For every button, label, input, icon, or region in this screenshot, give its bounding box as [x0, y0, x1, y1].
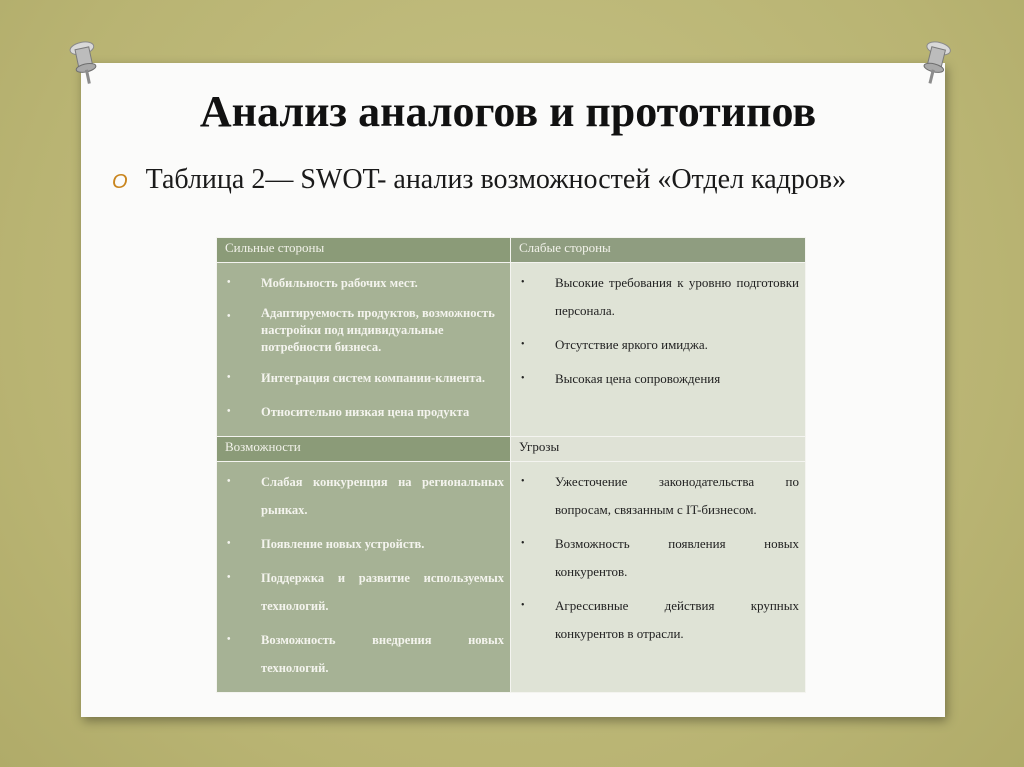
list-item-text: Относительно низкая цена продукта: [261, 405, 470, 419]
list-item: [519, 468, 799, 524]
list-item-text: Слабая конкуренция на региональных рынках.: [261, 475, 504, 517]
opportunities-header: Возможности: [217, 437, 511, 462]
list-item: [225, 564, 504, 620]
list-item-text: Появление новых устройств.: [261, 537, 425, 551]
list-item: [519, 269, 799, 325]
bullet-icon: •: [521, 277, 525, 288]
bullet-icon: •: [227, 277, 231, 288]
threats-header: Угрозы: [511, 437, 806, 462]
bullet-icon: •: [521, 538, 525, 549]
subtitle-row: [112, 164, 846, 196]
bullet-icon: •: [227, 406, 231, 417]
list-item-text: Поддержка и развитие используемых технологий.: [261, 571, 504, 613]
list-item: [225, 468, 504, 524]
bullet-icon: •: [521, 373, 525, 384]
bullet-icon: •: [227, 476, 231, 487]
bullet-icon: •: [227, 572, 231, 583]
list-item: [225, 530, 504, 558]
list-item: [225, 269, 504, 297]
threats-list: [511, 462, 805, 658]
bullet-icon: •: [227, 634, 231, 645]
list-item-text: Адаптируемость продуктов, возможность настройки под индивидуальные потребности бизнеса.: [261, 306, 495, 354]
list-item-text: Интеграция систем компании-клиента.: [261, 371, 486, 385]
pushpin-icon: [64, 37, 107, 89]
weaknesses-cell: [511, 263, 806, 437]
list-item: [519, 331, 799, 359]
opportunities-list: [217, 462, 510, 692]
list-item: [225, 398, 504, 426]
list-item: [519, 592, 799, 648]
weaknesses-list: [511, 263, 805, 403]
list-item: [225, 626, 504, 682]
list-item: [225, 364, 504, 392]
bullet-o-icon: O: [112, 171, 128, 193]
bullet-icon: •: [227, 372, 231, 383]
bullet-icon: •: [227, 311, 231, 322]
weaknesses-header: Слабые стороны: [511, 238, 806, 263]
list-item-text: Отсутствие яркого имиджа.: [555, 337, 708, 352]
bullet-icon: •: [521, 476, 525, 487]
swot-table: [216, 237, 806, 693]
bullet-icon: •: [521, 339, 525, 350]
list-item: [225, 303, 504, 356]
bullet-icon: •: [521, 600, 525, 611]
threats-cell: [511, 462, 806, 693]
list-item-text: Агрессивные действия крупных конкурентов в отрасли.: [555, 598, 799, 641]
strengths-header: Сильные стороны: [217, 238, 511, 263]
list-item-text: Возможность внедрения новых технологий.: [261, 633, 504, 675]
list-item-text: Мобильность рабочих мест.: [261, 276, 418, 290]
list-item: [519, 365, 799, 393]
page-title: Анализ аналогов и прототипов: [199, 87, 817, 136]
pushpin-icon: [913, 37, 957, 90]
opportunities-cell: [217, 462, 511, 693]
bullet-icon: •: [227, 538, 231, 549]
strengths-cell: [217, 263, 511, 437]
strengths-list: [217, 263, 510, 436]
list-item-text: Высокие требования к уровню подготовки персонала.: [555, 275, 799, 318]
list-item-text: Высокая цена сопровождения: [555, 371, 721, 386]
list-item-text: Ужесточение законодательства по вопросам, связанным с IT-бизнесом.: [555, 474, 799, 517]
list-item-text: Возможность появления новых конкурентов.: [555, 536, 799, 579]
list-item: [519, 530, 799, 586]
subtitle: Таблица 2— SWOT- анализ возможностей «Отдел кадров»: [145, 164, 847, 195]
